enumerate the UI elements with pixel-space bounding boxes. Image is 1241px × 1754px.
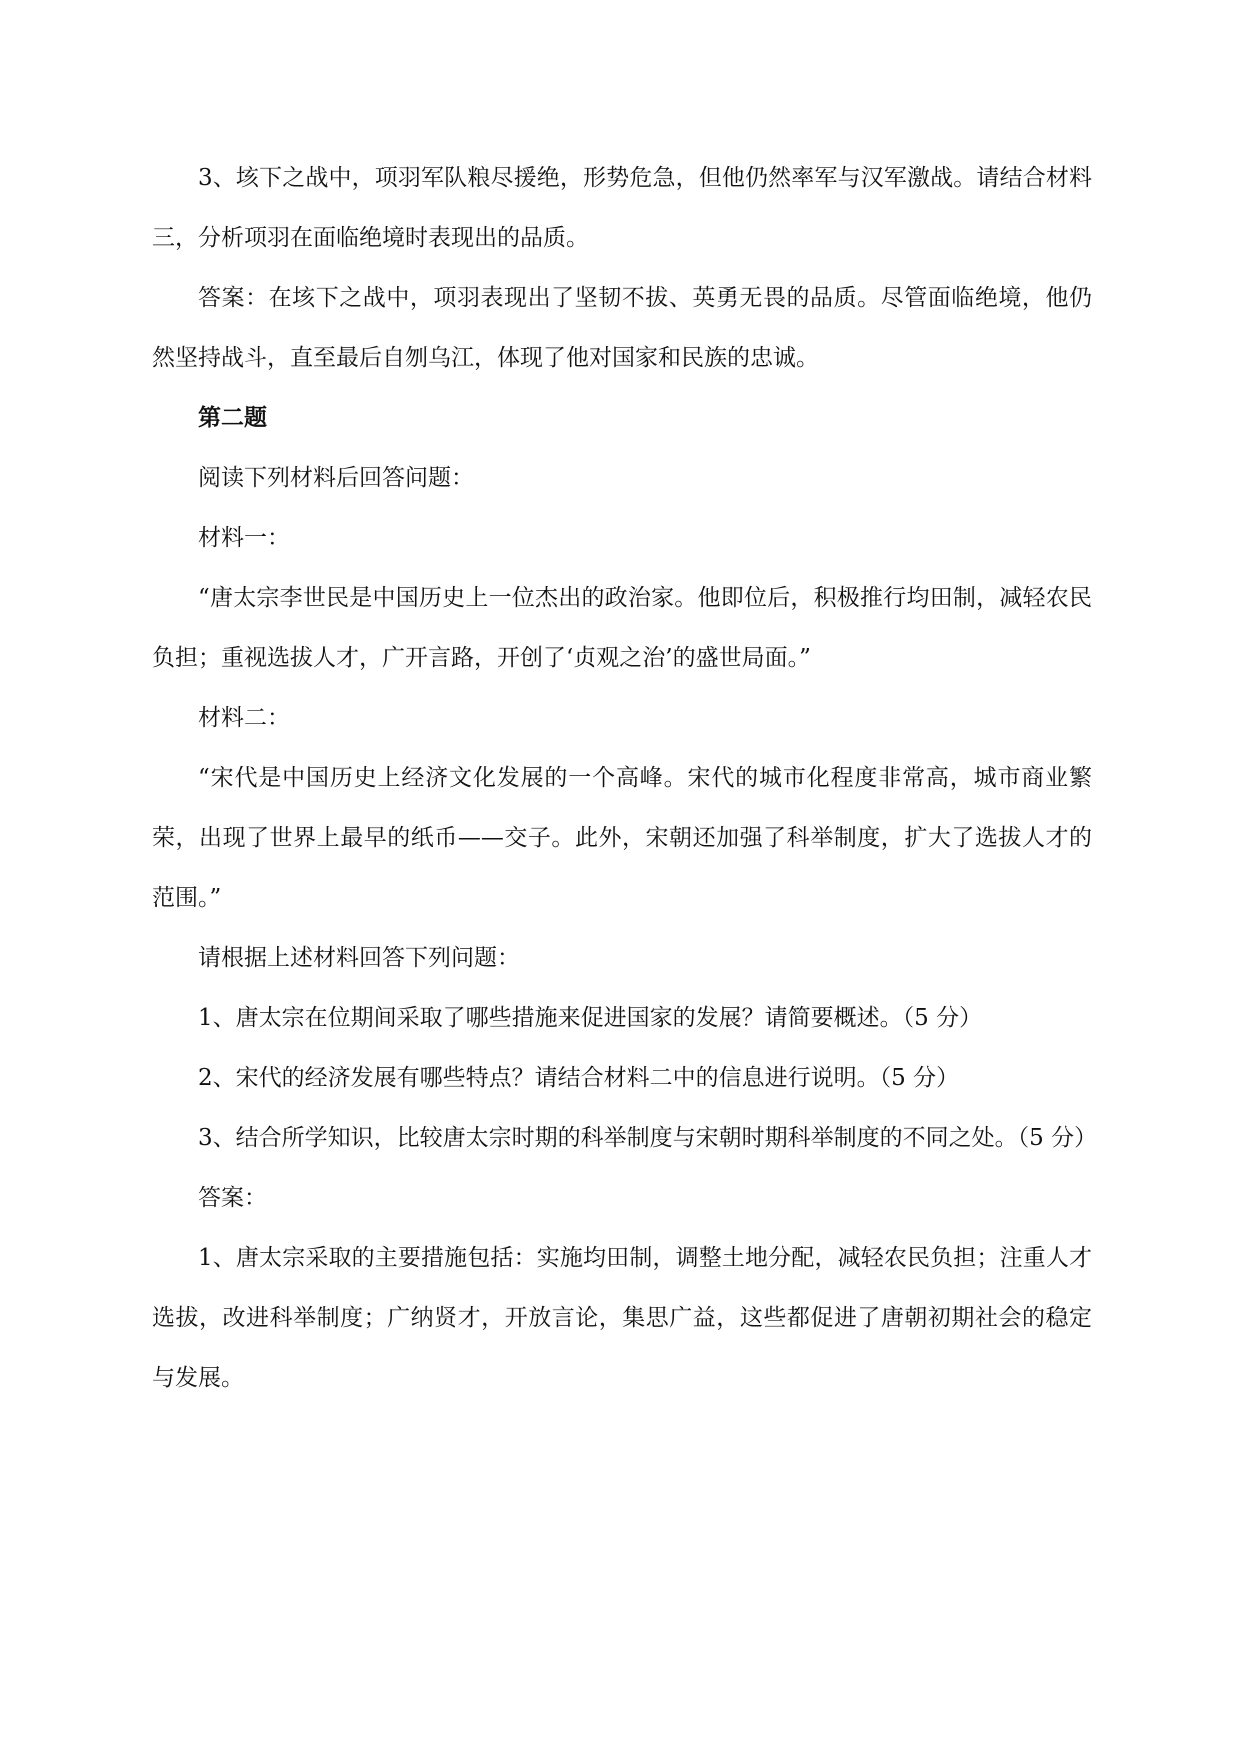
question-item-2: 2、宋代的经济发展有哪些特点？请结合材料二中的信息进行说明。（5 分） (198, 1065, 960, 1091)
material-two-text: “宋代是中国历史上经济文化发展的一个高峰。宋代的城市化程度非常高，城市商业繁荣，出现了世界上最早的纸币——交子。此外，宋朝还加强了科举制度，扩大了选拔人才的范围。” (152, 765, 1092, 911)
section-title: 第二题 (198, 404, 267, 431)
material-one-text: “唐太宗李世民是中国历史上一位杰出的政治家。他即位后，积极推行均田制，减轻农民负担；重视选拔人才，广开言路，开创了‘贞观之治’的盛世局面。” (152, 585, 1092, 671)
question-prompt: 请根据上述材料回答下列问题： (198, 945, 520, 971)
question-item-3b: 3、结合所学知识，比较唐太宗时期的科举制度与宋朝时期科举制度的不同之处。（5 分） (198, 1125, 1098, 1151)
instruction-text: 阅读下列材料后回答问题： (198, 465, 474, 491)
question-item-3: 3、垓下之战中，项羽军队粮尽援绝，形势危急，但他仍然率军与汉军激战。请结合材料三，分析项羽在面临绝境时表现出的品质。 (152, 165, 1092, 251)
material-two-label: 材料二： (198, 705, 290, 731)
material-one-label: 材料一： (198, 525, 290, 551)
question-item-1: 1、唐太宗在位期间采取了哪些措施来促进国家的发展？请简要概述。（5 分） (198, 1005, 983, 1031)
document-body (152, 148, 1098, 1408)
answer-label: 答案： (198, 1185, 267, 1211)
answer-paragraph: 答案：在垓下之战中，项羽表现出了坚韧不拔、英勇无畏的品质。尽管面临绝境，他仍然坚持战斗，直至最后自刎乌江，体现了他对国家和民族的忠诚。 (152, 285, 1092, 371)
answer-item-1: 1、唐太宗采取的主要措施包括：实施均田制，调整土地分配，减轻农民负担；注重人才选拔，改进科举制度；广纳贤才，开放言论，集思广益，这些都促进了唐朝初期社会的稳定与发展。 (152, 1245, 1092, 1391)
